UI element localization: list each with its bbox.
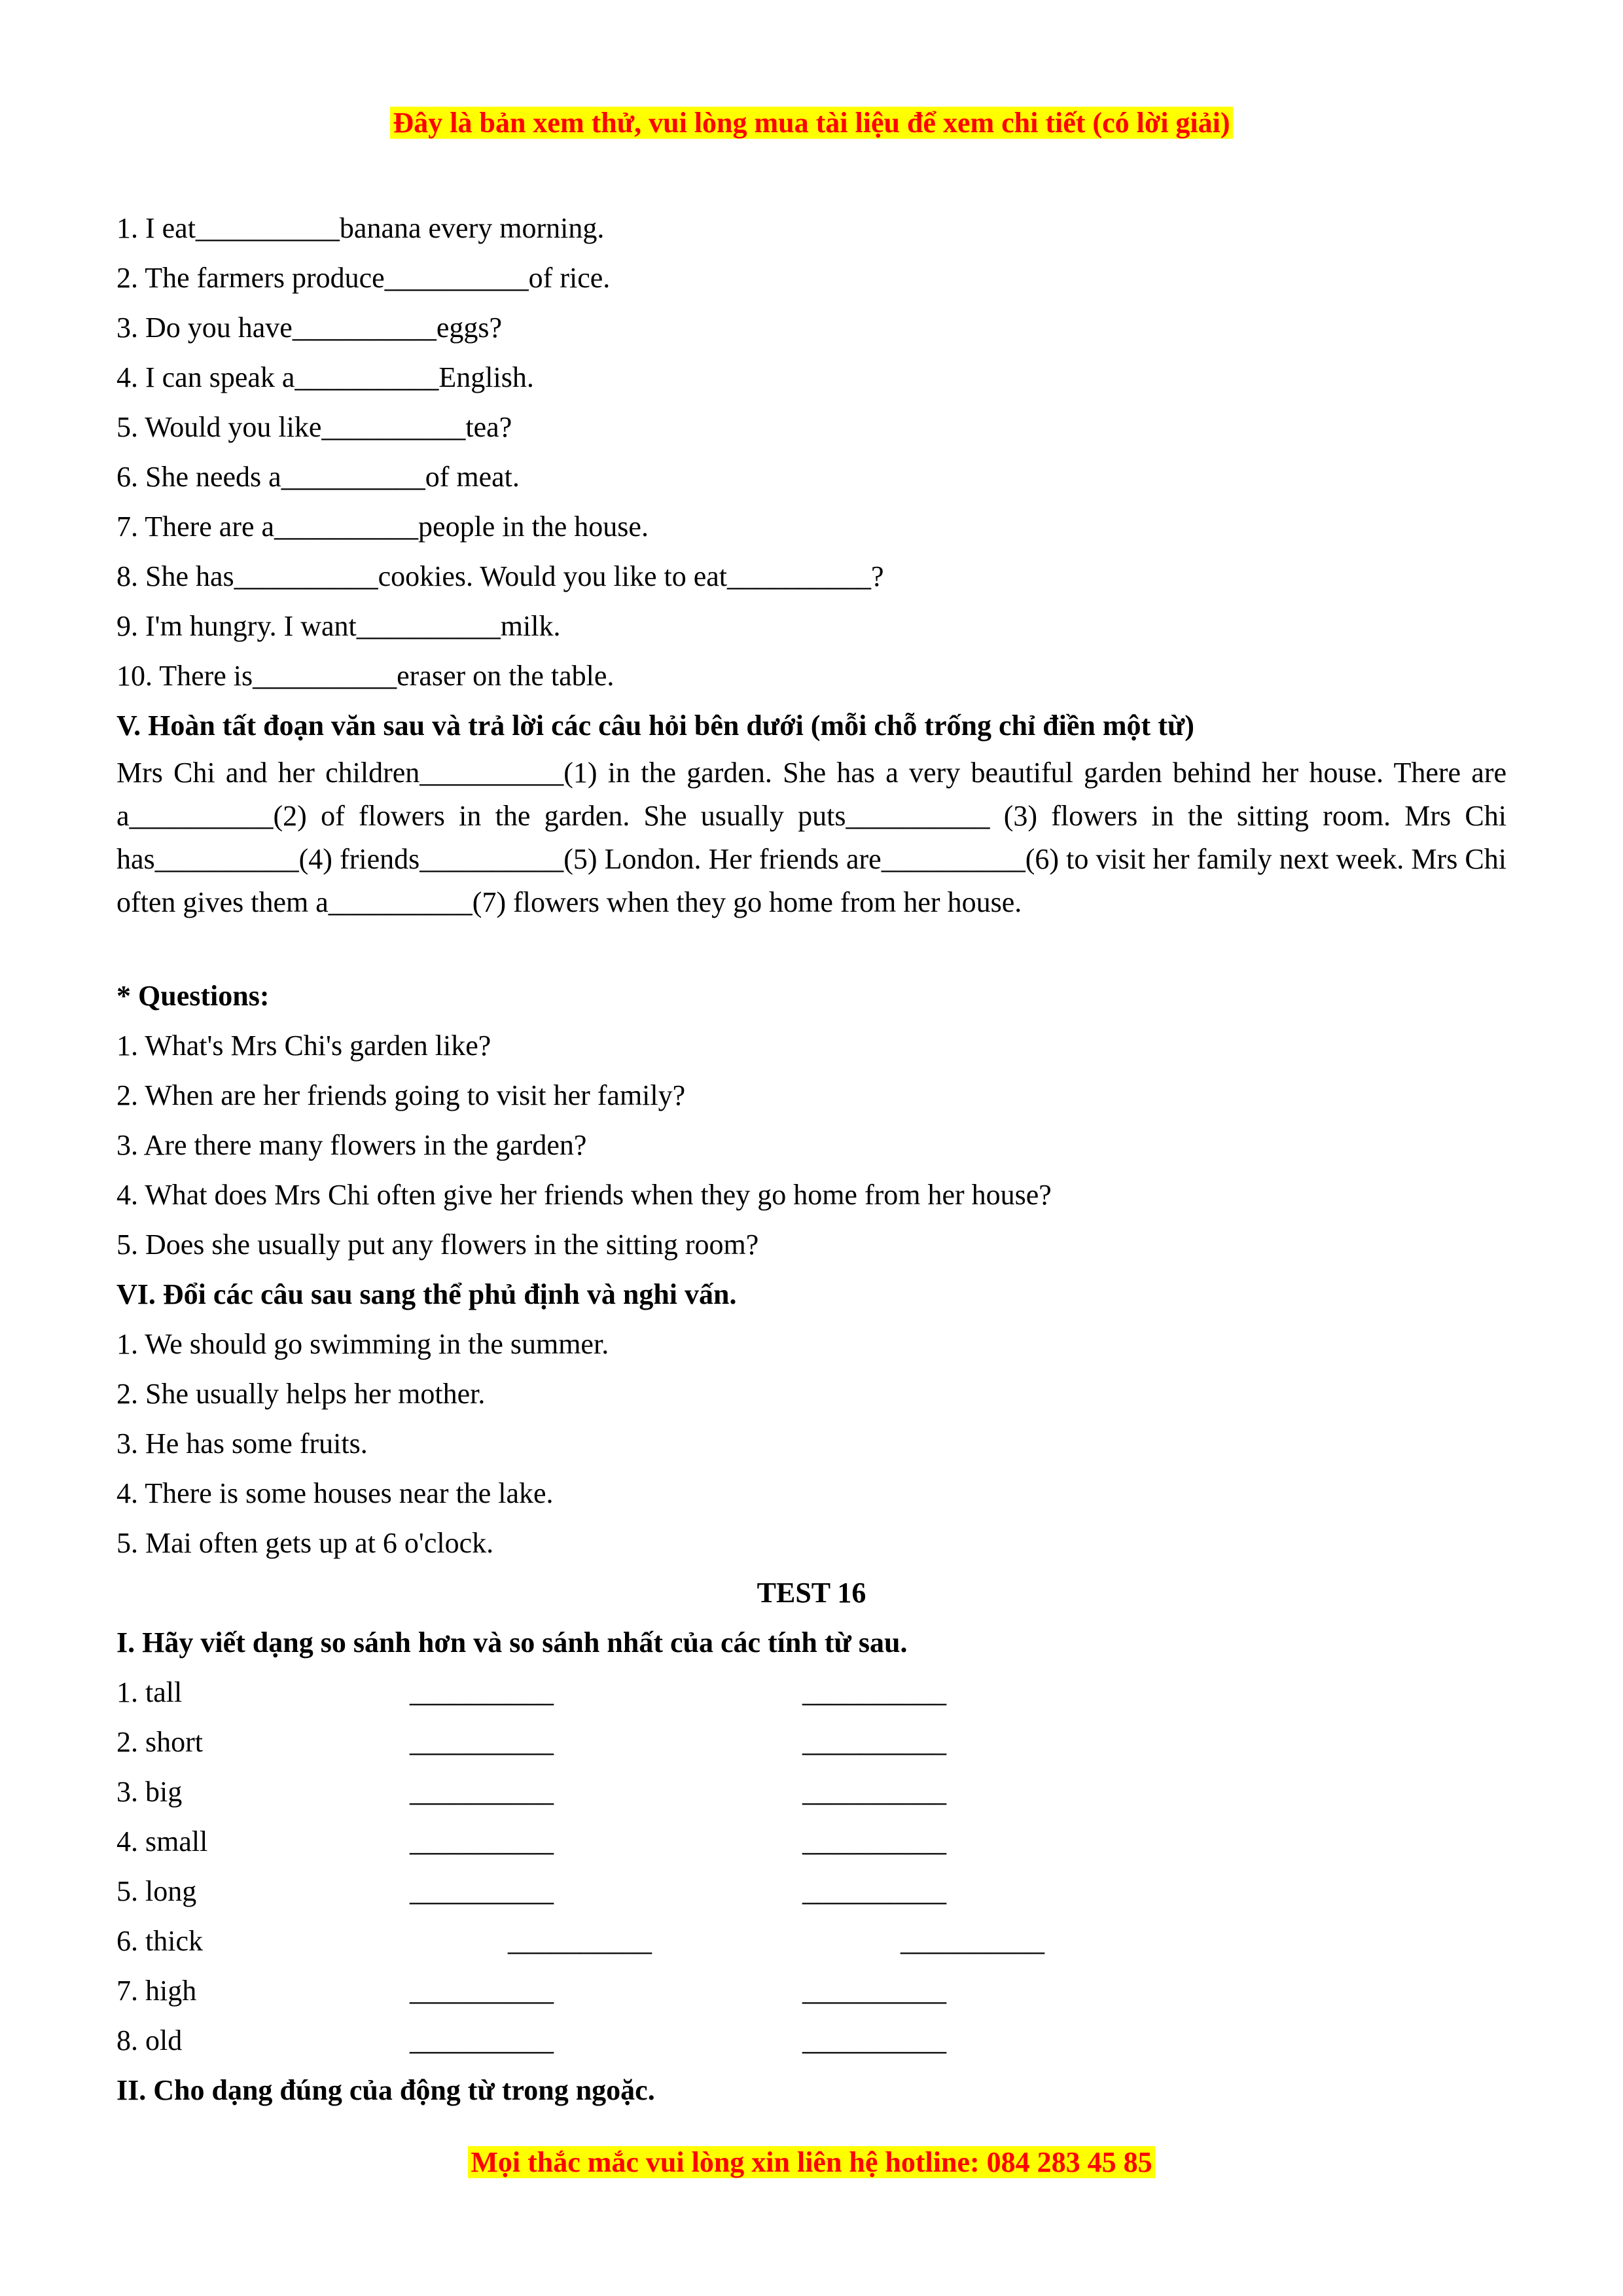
- superlative-blank: __________: [802, 1875, 946, 1907]
- comparative-blank: __________: [410, 1875, 554, 1907]
- exercise-item-2: 2. The farmers produce__________of rice.: [116, 262, 611, 294]
- hotline-banner: [0, 2145, 1623, 2179]
- exercise-item-8: 8. She has__________cookies. Would you like to eat__________?: [116, 560, 884, 592]
- comparative-blank: __________: [508, 1925, 652, 1957]
- section-vi-item-5: 5. Mai often gets up at 6 o'clock.: [116, 1527, 494, 1559]
- exercise-item-3: 3. Do you have__________eggs?: [116, 312, 503, 344]
- question-2: 2. When are her friends going to visit her family?: [116, 1079, 686, 1111]
- questions-heading: * Questions:: [116, 980, 270, 1012]
- section-vi-item-1: 1. We should go swimming in the summer.: [116, 1328, 609, 1360]
- superlative-blank: __________: [802, 1676, 946, 1708]
- exercise-item-4: 4. I can speak a__________English.: [116, 361, 534, 393]
- question-3: 3. Are there many flowers in the garden?: [116, 1129, 587, 1161]
- exercise-item-10: 10. There is__________eraser on the table.: [116, 660, 615, 692]
- section-vi-item-4: 4. There is some houses near the lake.: [116, 1477, 554, 1509]
- superlative-blank: __________: [901, 1925, 1044, 1957]
- adjective-4: 4. small: [116, 1825, 208, 1857]
- test16-section-i-heading: I. Hãy viết dạng so sánh hơn và so sánh nhất của các tính từ sau.: [116, 1626, 908, 1659]
- preview-notice-banner: [0, 106, 1623, 139]
- superlative-blank: __________: [802, 1776, 946, 1808]
- adjective-1: 1. tall: [116, 1676, 183, 1708]
- adjective-5: 5. long: [116, 1875, 197, 1907]
- test-title: TEST 16: [757, 1577, 866, 1609]
- section-v-paragraph: Mrs Chi and her children__________(1) in the garden. She has a very beautiful garden behind her house. There are a__________(2) of flowers in the garden. She usually puts__________ (3) flowers in the sitting room. Mrs Chi has__________(4) friends__________(5) London. Her friends are__________(6) to visit her family next week. Mrs Chi often gives them a__________(7) flowers when they go home from her house.: [116, 757, 1507, 918]
- adjective-2: 2. short: [116, 1726, 203, 1758]
- section-vi-item-2: 2. She usually helps her mother.: [116, 1378, 486, 1410]
- adjective-6: 6. thick: [116, 1925, 203, 1957]
- superlative-blank: __________: [802, 2024, 946, 2056]
- question-1: 1. What's Mrs Chi's garden like?: [116, 1030, 491, 1062]
- hotline-text: Mọi thắc mắc vui lòng xin liên hệ hotline: 084 283 45 85: [468, 2146, 1154, 2178]
- exercise-item-6: 6. She needs a__________of meat.: [116, 461, 520, 493]
- comparative-blank: __________: [410, 1676, 554, 1708]
- section-vi-item-3: 3. He has some fruits.: [116, 1427, 368, 1460]
- exercise-item-7: 7. There are a__________people in the house.: [116, 511, 649, 543]
- superlative-blank: __________: [802, 1975, 946, 2007]
- question-5: 5. Does she usually put any flowers in the sitting room?: [116, 1229, 759, 1261]
- superlative-blank: __________: [802, 1726, 946, 1758]
- superlative-blank: __________: [802, 1825, 946, 1857]
- comparative-blank: __________: [410, 1825, 554, 1857]
- section-vi-heading: VI. Đổi các câu sau sang thể phủ định và nghi vấn.: [116, 1278, 737, 1310]
- adjective-3: 3. big: [116, 1776, 183, 1808]
- question-4: 4. What does Mrs Chi often give her friends when they go home from her house?: [116, 1179, 1052, 1211]
- exercise-item-1: 1. I eat__________banana every morning.: [116, 212, 605, 244]
- test16-section-ii-heading: II. Cho dạng đúng của động từ trong ngoặc.: [116, 2074, 655, 2106]
- comparative-blank: __________: [410, 1726, 554, 1758]
- comparative-blank: __________: [410, 2024, 554, 2056]
- exercise-item-5: 5. Would you like__________tea?: [116, 411, 512, 443]
- adjective-7: 7. high: [116, 1975, 197, 2007]
- section-v-heading: V. Hoàn tất đoạn văn sau và trả lời các câu hỏi bên dưới (mỗi chỗ trống chỉ điền một từ): [116, 709, 1194, 742]
- comparative-blank: __________: [410, 1776, 554, 1808]
- adjective-8: 8. old: [116, 2024, 183, 2056]
- exercise-item-9: 9. I'm hungry. I want__________milk.: [116, 610, 561, 642]
- comparative-blank: __________: [410, 1975, 554, 2007]
- preview-notice-text: Đây là bản xem thử, vui lòng mua tài liệu để xem chi tiết (có lời giải): [390, 107, 1232, 139]
